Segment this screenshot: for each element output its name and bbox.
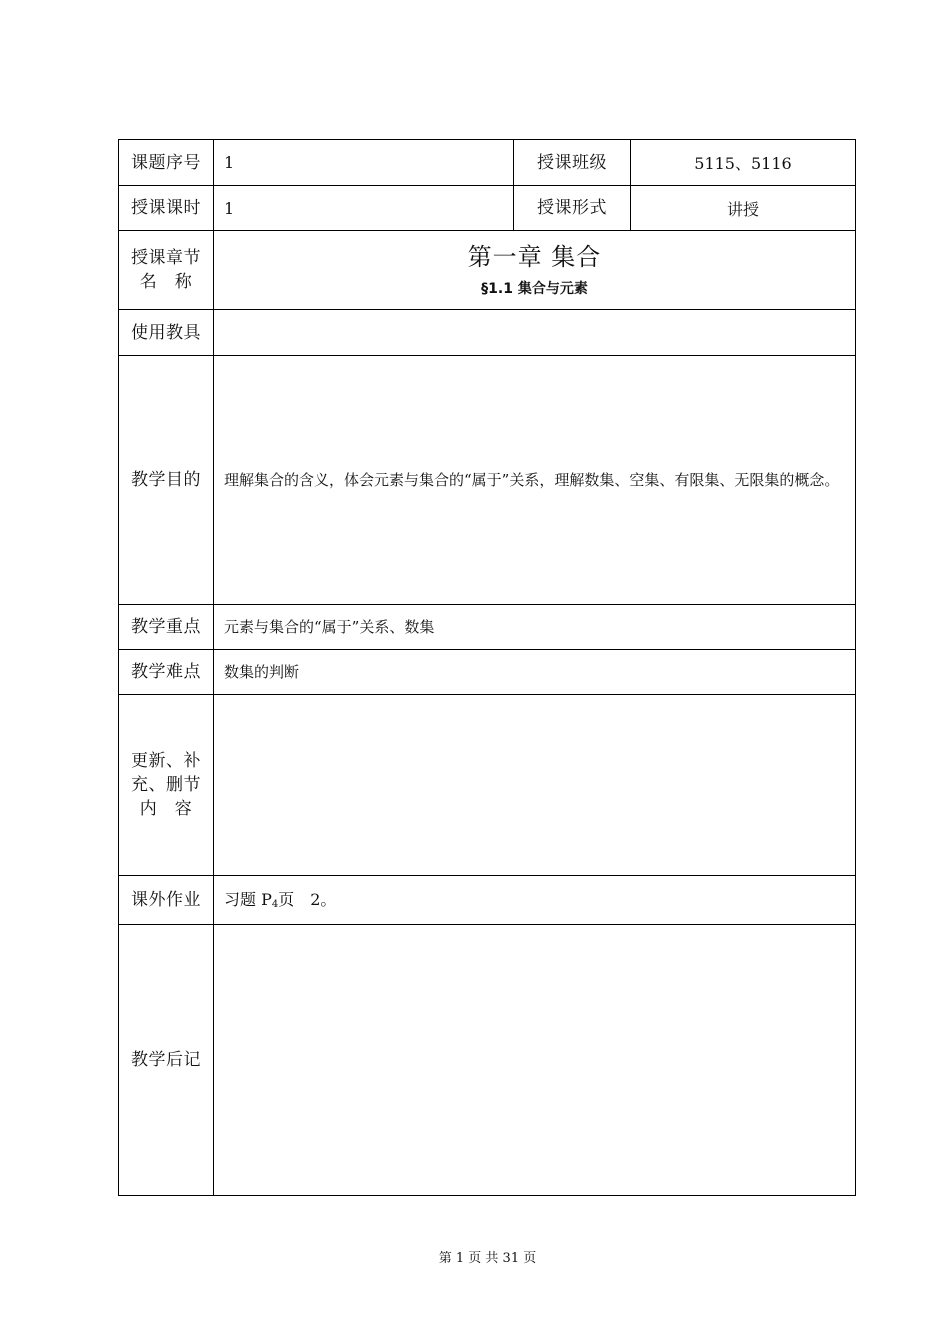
teaching-tools-label: 使用教具 [119,310,214,356]
row-key-points [119,605,856,650]
page-footer: 第 1 页 共 31 页 [438,1251,537,1266]
row-teaching-notes [119,925,856,1196]
lesson-hours-value: 1 [214,186,514,231]
teaching-goal-value: 理解集合的含义，体会元素与集合的“属于”关系，理解数集、空集、有限集、无限集的概念。 [214,356,856,605]
row-lesson-hours [119,186,856,231]
homework-label: 课外作业 [119,876,214,925]
key-points-label: 教学重点 [119,605,214,650]
homework-page-subscript: 4 [271,899,279,910]
row-lesson-number [119,140,856,186]
lesson-number-value: 1 [214,140,514,186]
chapter-label [119,231,214,310]
homework-prefix: 习题 P [224,890,272,909]
teaching-notes-value [214,925,856,1196]
lesson-form-label: 授课形式 [514,186,631,231]
updates-label-line3: 内 容 [139,799,193,819]
chapter-title: 第一章 集合 [467,243,602,271]
updates-label [119,695,214,876]
row-difficulties [119,650,856,695]
teaching-goal-label: 教学目的 [119,356,214,605]
row-updates [119,695,856,876]
row-teaching-goal [119,356,856,605]
class-label: 授课班级 [514,140,631,186]
row-homework [119,876,856,925]
class-value: 5115、5116 [631,140,856,186]
lesson-number-label: 课题序号 [119,140,214,186]
key-points-value: 元素与集合的“属于”关系、数集 [214,605,856,650]
homework-value [214,876,856,925]
lesson-form-value: 讲授 [631,186,856,231]
lesson-plan-table [118,139,856,1196]
teaching-notes-label: 教学后记 [119,925,214,1196]
updates-value [214,695,856,876]
difficulties-value: 数集的判断 [214,650,856,695]
row-chapter [119,231,856,310]
updates-label-line2: 充、删节 [131,775,201,795]
section-title: §1.1 集合与元素 [481,281,588,297]
updates-label-line1: 更新、补 [131,751,201,771]
row-teaching-tools [119,310,856,356]
chapter-label-line2: 名 称 [139,272,193,292]
homework-suffix: 页 2。 [278,890,337,909]
lesson-hours-label: 授课课时 [119,186,214,231]
teaching-tools-value [214,310,856,356]
chapter-label-line1: 授课章节 [131,248,201,268]
difficulties-label: 教学难点 [119,650,214,695]
chapter-cell [214,231,856,310]
